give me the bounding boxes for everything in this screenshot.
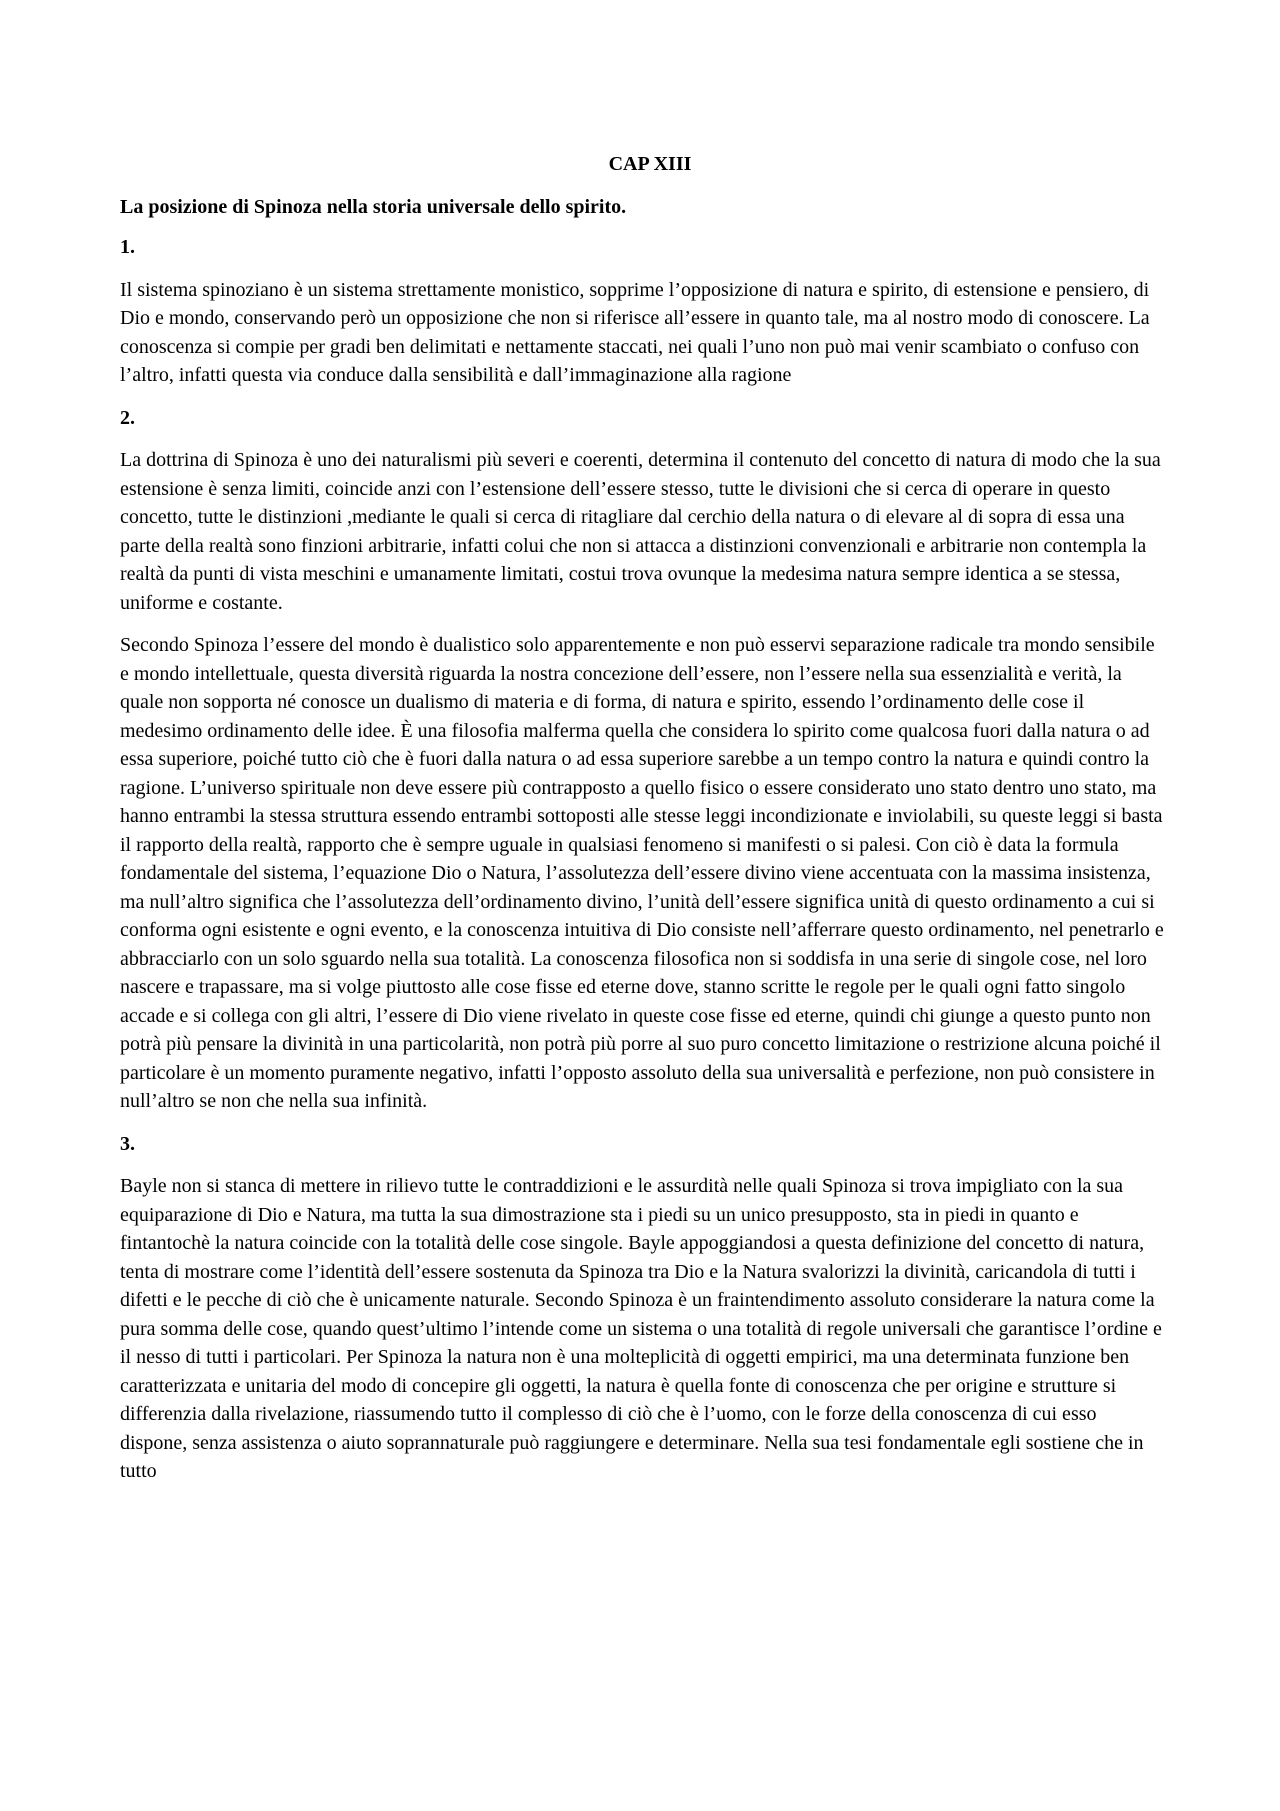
paragraph: La dottrina di Spinoza è uno dei naturalismi più severi e coerenti, determina il contenuto del concetto di natura di modo che la sua estensione è senza limiti, coincide anzi con l’estensione dell’essere stesso, tutte le divisioni che si cerca di operare in questo concetto, tutte le distinzioni ,mediante le quali si cerca di ritagliare dal cerchio della natura o di elevare al di sopra di essa una parte della realtà sono finzioni arbitrarie, infatti colui che non si attacca a distinzioni convenzionali e arbitrarie non contempla la realtà da punti di vista meschini e umanamente limitati, costui trova ovunque la medesima natura sempre identica a se stessa, uniforme e costante. [120, 449, 1161, 614]
section-number: 3. [120, 1132, 135, 1155]
paragraph: Bayle non si stanca di mettere in rilievo tutte le contraddizioni e le assurdità nelle quali Spinoza si trova impigliato con la sua equiparazione di Dio e Natura, ma tutta la sua dimostrazione sta i piedi su un unico presupposto, sta in piedi in quanto e fintantochè la natura coincide con la totalità delle cose singole. Bayle appoggiandosi a questa definizione del concetto di natura, tenta di mostrare come l’identità dell’essere sostenuta da Spinoza tra Dio e la Natura svalorizzi la divinità, caricandola di tutti i difetti e le pecche di ciò che è unicamente naturale. Secondo Spinoza è un fraintendimento assoluto considerare la natura come la pura somma delle cose, quando quest’ultimo l’intende come un sistema o una totalità di regole universali che garantisce l’ordine e il nesso di tutti i particolari. Per Spinoza la natura non è una molteplicità di oggetti empirici, ma una determinata funzione ben caratterizzata e unitaria del modo di concepire gli oggetti, la natura è quella fonte di conoscenza che per origine e strutture si differenzia dalla rivelazione, riassumendo tutto il complesso di ciò che è l’uomo, con le forze della conoscenza di cui esso dispone, senza assistenza o aiuto soprannaturale può raggiungere e determinare. Nella sua tesi fondamentale egli sostiene che in tutto [120, 1175, 1162, 1482]
document-page [120, 150, 1165, 1500]
section-number: 2. [120, 406, 135, 429]
paragraph: Il sistema spinoziano è un sistema strettamente monistico, sopprime l’opposizione di natura e spirito, di estensione e pensiero, di Dio e mondo, conservando però un opposizione che non si riferisce all’essere in quanto tale, ma al nostro modo di conoscere. La conoscenza si compie per gradi ben delimitati e nettamente staccati, nei quali l’uno non può mai venir scambiato o confuso con l’altro, infatti questa via conduce dalla sensibilità e dall’immaginazione alla ragione [120, 278, 1150, 386]
section-1 [120, 233, 1165, 390]
section-3 [120, 1130, 1165, 1486]
section-number: 1. [120, 236, 135, 258]
section-2 [120, 404, 1165, 1116]
chapter-subtitle: La posizione di Spinoza nella storia universale dello spirito. [120, 195, 627, 218]
paragraph: Secondo Spinoza l’essere del mondo è dualistico solo apparentemente e non può esservi separazione radicale tra mondo sensibile e mondo intellettuale, questa diversità riguarda la nostra concezione dell’essere, non l’essere nella sua essenzialità e verità, la quale non sopporta né conosce un dualismo di materia e di forma, di natura e spirito, essendo l’ordinamento delle cose il medesimo ordinamento delle idee. È una filosofia malferma quella che considera lo spirito come qualcosa fuori dalla natura o ad essa superiore, poiché tutto ciò che è fuori dalla natura o ad essa superiore sarebbe a un tempo contro la natura e quindi contro la ragione. L’universo spirituale non deve essere più contrapposto a quello fisico o essere considerato uno stato dentro uno stato, ma hanno entrambi la stessa struttura essendo entrambi sottoposti alle stesse leggi incondizionate e inviolabili, su queste leggi si basta il rapporto della realtà, rapporto che è sempre uguale in qualsiasi fenomeno si manifesti o si palesi. Con ciò è data la formula fondamentale del sistema, l’equazione Dio o Natura, l’assolutezza dell’essere divino viene accentuata con la massima insistenza, ma null’altro significa che l’assolutezza dell’ordinamento divino, l’unità dell’essere significa unità di questo ordinamento a cui si conforma ogni esistente e ogni evento, e la conoscenza intuitiva di Dio consiste nell’afferrare questo ordinamento, nel penetrarlo e abbracciarlo con un solo sguardo nella sua totalità. La conoscenza filosofica non si soddisfa in una serie di singole cose, nel loro nascere e trapassare, ma si volge piuttosto alle cose fisse ed eterne dove, stanno scritte le regole per le quali ogni fatto singolo accade e si collega con gli altri, l’essere di Dio viene rivelato in queste cose fisse ed eterne, quindi chi giunge a questo punto non potrà più pensare la divinità in una particolarità, non potrà più porre al suo puro concetto limitazione o restrizione alcuna poiché il particolare è un momento puramente negativo, infatti l’opposto assoluto della sua universalità e perfezione, non può consistere in null’altro se non che nella sua infinità. [120, 634, 1164, 1112]
chapter-title: CAP XIII [608, 153, 692, 175]
